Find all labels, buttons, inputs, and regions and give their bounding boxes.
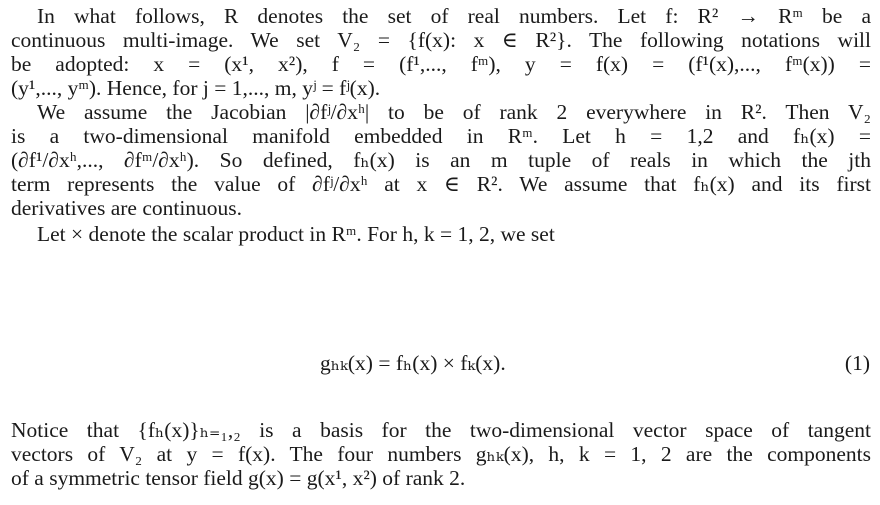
paragraph-1-line-3: be adopted: x = (x¹, x²), f = (f¹,..., fᵐ), y = f(x) = (f¹(x),..., fᵐ(x)) =	[11, 52, 871, 76]
equation-1-number: (1)	[844, 351, 870, 375]
paragraph-2-line-2: is a two-dimensional manifold embedded in Rᵐ. Let h = 1,2 and fₕ(x) =	[11, 124, 871, 148]
paragraph-3-line-1: Let × denote the scalar product in Rᵐ. For h, k = 1, 2, we set	[37, 222, 555, 246]
paragraph-1-line-1: In what follows, R denotes the set of real numbers. Let f: R² → Rᵐ be a	[37, 4, 871, 28]
paragraph-4-line-2: vectors of V₂ at y = f(x). The four numbers gₕₖ(x), h, k = 1, 2 are the components	[11, 442, 871, 466]
paragraph-2-line-3: (∂f¹/∂xʰ,..., ∂fᵐ/∂xʰ). So defined, fₕ(x) is an m tuple of reals in which the jth	[11, 148, 871, 172]
paragraph-2-line-5: derivatives are continuous.	[11, 196, 243, 220]
paragraph-1-line-2: continuous multi-image. We set V₂ = {f(x): x ∈ R²}. The following notations will	[11, 28, 871, 52]
paragraph-4-line-1: Notice that {fₕ(x)}ₕ₌₁,₂ is a basis for the two-dimensional vector space of tangent	[11, 418, 871, 442]
paragraph-2-line-4: term represents the value of ∂fʲ/∂xʰ at x ∈ R². We assume that fₕ(x) and its first	[11, 172, 871, 196]
paragraph-4-line-3: of a symmetric tensor field g(x) = g(x¹, x²) of rank 2.	[11, 466, 466, 490]
paragraph-2-line-1: We assume the Jacobian |∂fʲ/∂xʰ| to be of rank 2 everywhere in R². Then V₂	[37, 100, 871, 124]
equation-1: gₕₖ(x) = fₕ(x) × fₖ(x).	[320, 351, 506, 375]
paragraph-1-line-4: (y¹,..., yᵐ). Hence, for j = 1,..., m, yʲ = fʲ(x).	[11, 76, 381, 100]
